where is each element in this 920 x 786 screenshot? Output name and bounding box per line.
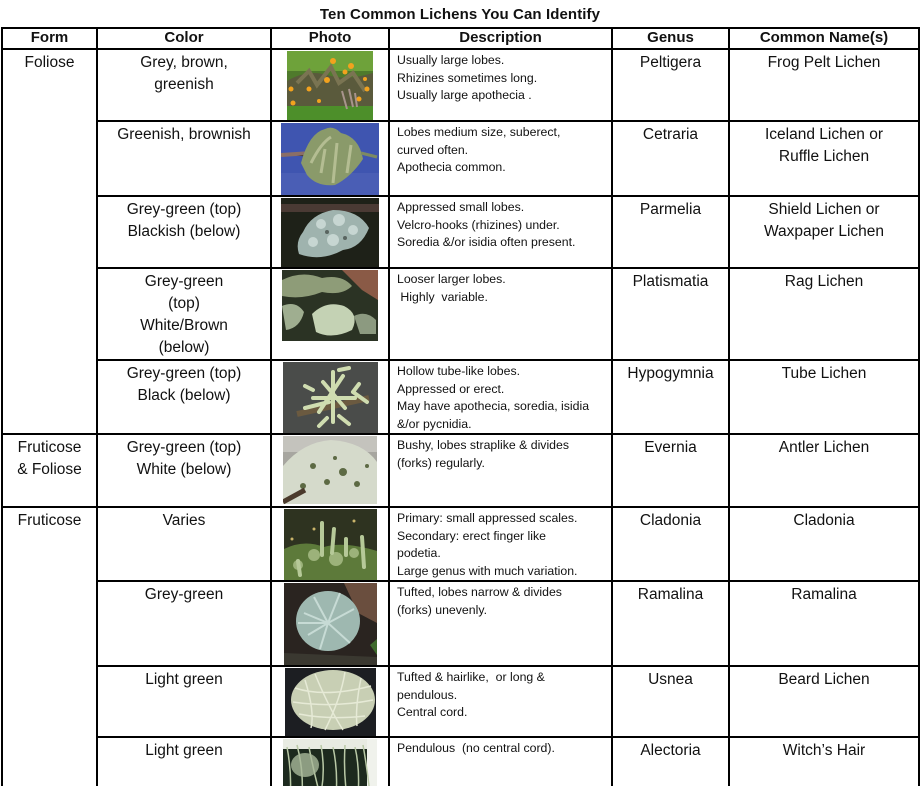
column-header-photo: Photo xyxy=(271,28,389,49)
color-cell: Light green xyxy=(97,666,271,737)
column-header-form: Form xyxy=(2,28,97,49)
photo-cell xyxy=(271,360,389,434)
color-text: Grey-green (top) White (below) xyxy=(126,439,242,478)
photo-cell xyxy=(271,581,389,666)
genus-cell: Alectoria xyxy=(612,737,729,786)
genus-cell: Ramalina xyxy=(612,581,729,666)
cladonia-photo xyxy=(284,509,377,580)
photo-cell xyxy=(271,434,389,507)
description-cell xyxy=(389,666,612,737)
table-row xyxy=(2,737,919,786)
column-header-description: Description xyxy=(389,28,612,49)
description-cell xyxy=(389,360,612,434)
description-line: Lobes medium size, suberect, xyxy=(397,125,561,139)
common-name-cell: Tube Lichen xyxy=(729,360,919,434)
photo-cell xyxy=(271,268,389,360)
genus-cell: Hypogymnia xyxy=(612,360,729,434)
table-header-row xyxy=(2,28,919,49)
table-row xyxy=(2,360,919,434)
description-line: Bushy, lobes straplike & divides xyxy=(397,438,570,452)
photo-cell xyxy=(271,196,389,268)
photo-cell xyxy=(271,121,389,196)
description-cell xyxy=(389,121,612,196)
description-line: Secondary: erect finger like xyxy=(397,528,547,543)
description-line: Highly variable. xyxy=(397,289,488,304)
shield-lichen-photo xyxy=(281,198,379,267)
table-row xyxy=(2,121,919,196)
genus-cell: Parmelia xyxy=(612,196,729,268)
description-line: (forks) unevenly. xyxy=(397,602,487,617)
description-line: Appressed or erect. xyxy=(397,381,505,396)
description-line: podetia. xyxy=(397,546,441,560)
description-line: Large genus with much variation. xyxy=(397,563,578,578)
beard-lichen-photo xyxy=(285,668,376,736)
color-cell: Varies xyxy=(97,507,271,581)
tube-lichen-photo xyxy=(283,362,378,433)
column-header-color: Color xyxy=(97,28,271,49)
photo-cell xyxy=(271,737,389,786)
description-line: May have apothecia, soredia, isidia xyxy=(397,399,590,413)
table-row xyxy=(2,268,919,360)
column-header-genus: Genus xyxy=(612,28,729,49)
common-name-cell xyxy=(729,121,919,196)
common-name-cell: Frog Pelt Lichen xyxy=(729,49,919,121)
description-line: (forks) regularly. xyxy=(397,455,485,470)
form-label: Fruticose & Foliose xyxy=(17,439,82,478)
form-label: Fruticose xyxy=(17,512,82,529)
common-name-cell xyxy=(729,196,919,268)
form-cell-foliose xyxy=(2,49,97,434)
description-line: Usually large lobes. xyxy=(397,53,505,67)
ramalina-photo xyxy=(284,583,377,665)
table-row xyxy=(2,196,919,268)
description-line: Tufted & hairlike, or long & xyxy=(397,670,545,684)
common-name-text: Iceland Lichen or Ruffle Lichen xyxy=(764,126,884,165)
form-cell-fruticose-foliose xyxy=(2,434,97,507)
genus-cell: Usnea xyxy=(612,666,729,737)
description-line: Velcro-hooks (rhizines) under. xyxy=(397,217,560,232)
description-line: Soredia &/or isidia often present. xyxy=(397,235,576,249)
color-cell xyxy=(97,360,271,434)
genus-cell: Cladonia xyxy=(612,507,729,581)
description-line: Primary: small appressed scales. xyxy=(397,511,578,525)
lichen-table xyxy=(1,27,920,786)
rag-lichen-photo xyxy=(282,270,378,341)
photo-cell xyxy=(271,49,389,121)
table-row xyxy=(2,49,919,121)
antler-lichen-photo xyxy=(283,436,377,504)
description-cell xyxy=(389,581,612,666)
table-row xyxy=(2,507,919,581)
genus-cell: Platismatia xyxy=(612,268,729,360)
genus-cell: Cetraria xyxy=(612,121,729,196)
description-line: &/or pycnidia. xyxy=(397,416,472,431)
description-line: Looser larger lobes. xyxy=(397,272,506,286)
color-cell xyxy=(97,268,271,360)
description-cell xyxy=(389,434,612,507)
form-label: Foliose xyxy=(24,54,75,71)
frog-pelt-lichen-photo xyxy=(287,51,373,120)
column-header-common-name: Common Name(s) xyxy=(729,28,919,49)
description-cell xyxy=(389,196,612,268)
color-text: Grey, brown, greenish xyxy=(140,54,228,93)
common-name-text: Shield Lichen or Waxpaper Lichen xyxy=(763,201,885,240)
color-cell xyxy=(97,434,271,507)
color-cell: Greenish, brownish xyxy=(97,121,271,196)
color-cell: Grey-green xyxy=(97,581,271,666)
description-line: Tufted, lobes narrow & divides xyxy=(397,585,562,599)
common-name-cell: Beard Lichen xyxy=(729,666,919,737)
genus-cell: Peltigera xyxy=(612,49,729,121)
color-text: Grey-green (top) Blackish (below) xyxy=(126,201,242,240)
table-row xyxy=(2,666,919,737)
photo-cell xyxy=(271,666,389,737)
description-line: Pendulous (no central cord). xyxy=(397,741,555,755)
color-cell: Light green xyxy=(97,737,271,786)
page-title: Ten Common Lichens You Can Identify xyxy=(319,6,601,23)
description-cell xyxy=(389,507,612,581)
description-cell xyxy=(389,737,612,786)
color-text: Grey-green (top) White/Brown (below) xyxy=(140,273,228,356)
common-name-cell: Antler Lichen xyxy=(729,434,919,507)
genus-cell: Evernia xyxy=(612,434,729,507)
description-line: Apothecia common. xyxy=(397,160,506,174)
color-text: Grey-green (top) Black (below) xyxy=(126,365,242,404)
iceland-lichen-photo xyxy=(281,123,379,195)
form-cell-fruticose xyxy=(2,507,97,786)
table-row xyxy=(2,434,919,507)
photo-cell xyxy=(271,507,389,581)
color-cell xyxy=(97,49,271,121)
common-name-cell: Rag Lichen xyxy=(729,268,919,360)
common-name-cell: Witch’s Hair xyxy=(729,737,919,786)
description-line: Central cord. xyxy=(397,705,468,719)
description-line: curved often. xyxy=(397,142,469,157)
description-line: Usually large apothecia . xyxy=(397,88,532,102)
description-line: Appressed small lobes. xyxy=(397,200,525,214)
common-name-cell: Ramalina xyxy=(729,581,919,666)
table-row xyxy=(2,581,919,666)
color-cell xyxy=(97,196,271,268)
witchs-hair-photo xyxy=(283,739,377,786)
description-line: Hollow tube-like lobes. xyxy=(397,364,521,378)
common-name-cell: Cladonia xyxy=(729,507,919,581)
description-line: pendulous. xyxy=(397,687,458,702)
description-line: Rhizines sometimes long. xyxy=(397,70,538,85)
description-cell xyxy=(389,268,612,360)
description-cell xyxy=(389,49,612,121)
